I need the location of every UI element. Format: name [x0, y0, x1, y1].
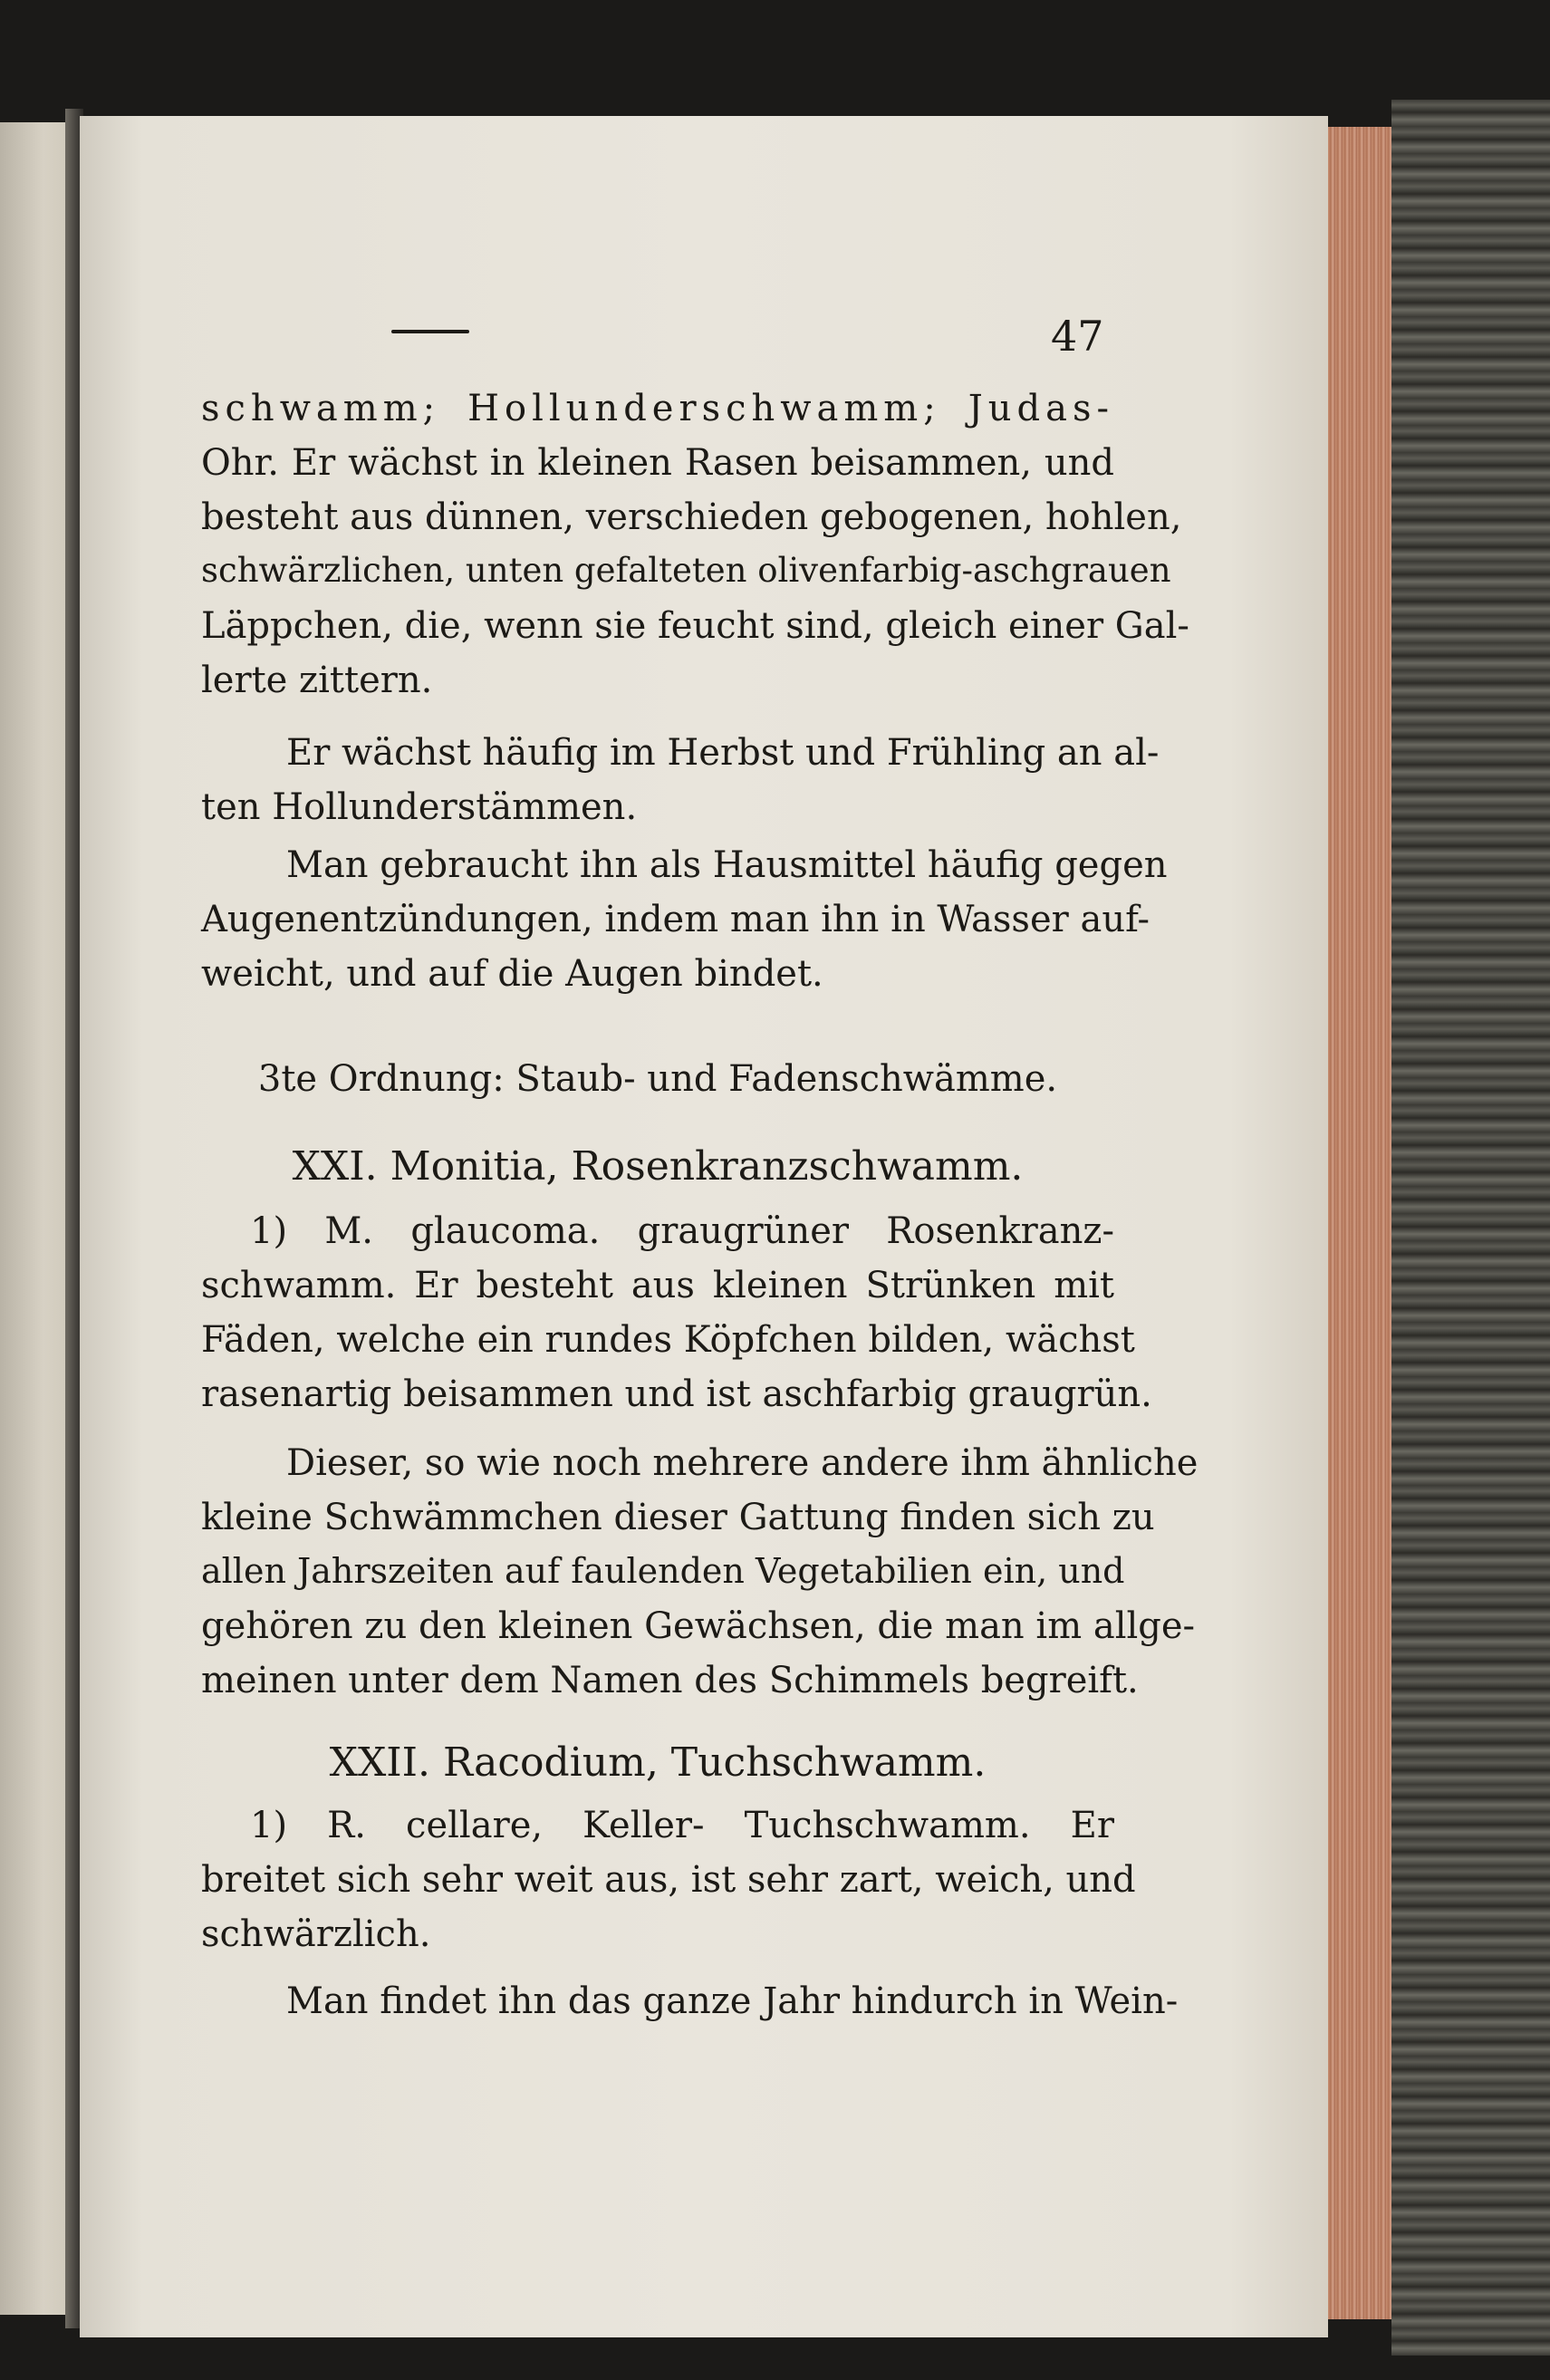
text-line: rasenartig beisammen und ist aschfarbig graugrün. — [201, 1373, 1152, 1415]
section-heading-order: 3te Ordnung: Staub- und Fadenschwämme. — [257, 1058, 1058, 1100]
text-line: 1) R. cellare, Keller- Tuchschwamm. Er — [250, 1805, 1114, 1846]
text-line: besteht aus dünnen, verschieden gebogenen, hohlen, — [201, 496, 1182, 538]
text-line: Augenentzündungen, indem man ihn in Wasser auf- — [201, 899, 1150, 940]
book-cover — [1391, 100, 1550, 2356]
text-line: Man findet ihn das ganze Jahr hindurch in Wein- — [286, 1980, 1179, 2022]
text-line: breitet sich sehr weit aus, ist sehr zart, weich, und — [201, 1859, 1136, 1901]
text-line: gehören zu den kleinen Gewächsen, die man im allge- — [201, 1605, 1196, 1647]
text-line: kleine Schwämmchen dieser Gattung finden sich zu — [201, 1497, 1155, 1538]
page-block-edge — [1328, 127, 1391, 2319]
text-line: allen Jahrszeiten auf faulenden Vegetabilien ein, und — [201, 1551, 1125, 1591]
text-line: ten Hollunderstämmen. — [201, 786, 638, 828]
text-line: schwamm; Hollunderschwamm; Judas- — [201, 388, 1114, 429]
left-page-edge — [0, 122, 72, 2315]
text-line: Fäden, welche ein rundes Köpfchen bilden, wächst — [201, 1319, 1135, 1361]
text-line: 1) M. glaucoma. graugrüner Rosenkranz- — [250, 1210, 1114, 1252]
text-line: Man gebraucht ihn als Hausmittel häufig gegen — [286, 844, 1168, 886]
text-line: schwärzlich. — [201, 1913, 431, 1955]
header-ornament — [391, 330, 469, 333]
text-line: meinen unter dem Namen des Schimmels begreift. — [201, 1660, 1139, 1701]
text-line: schwamm. Er besteht aus kleinen Strünken mit — [201, 1265, 1114, 1306]
section-heading-genus: XXII. Racodium, Tuchschwamm. — [329, 1739, 987, 1786]
page-number: 47 — [1051, 312, 1104, 361]
text-line: schwärzlichen, unten gefalteten olivenfarbig-aschgrauen — [201, 551, 1171, 590]
text-line: Er wächst häufig im Herbst und Frühling an al- — [286, 732, 1160, 774]
section-heading-genus: XXI. Monitia, Rosenkranzschwamm. — [292, 1143, 1024, 1190]
text-line: Dieser, so wie noch mehrere andere ihm ähnliche — [286, 1442, 1199, 1484]
text-line: Ohr. Er wächst in kleinen Rasen beisammen, und — [201, 442, 1114, 484]
text-line: Läppchen, die, wenn sie feucht sind, gleich einer Gal- — [201, 605, 1189, 647]
text-line: lerte zittern. — [201, 660, 433, 701]
text-line: weicht, und auf die Augen bindet. — [201, 953, 823, 995]
